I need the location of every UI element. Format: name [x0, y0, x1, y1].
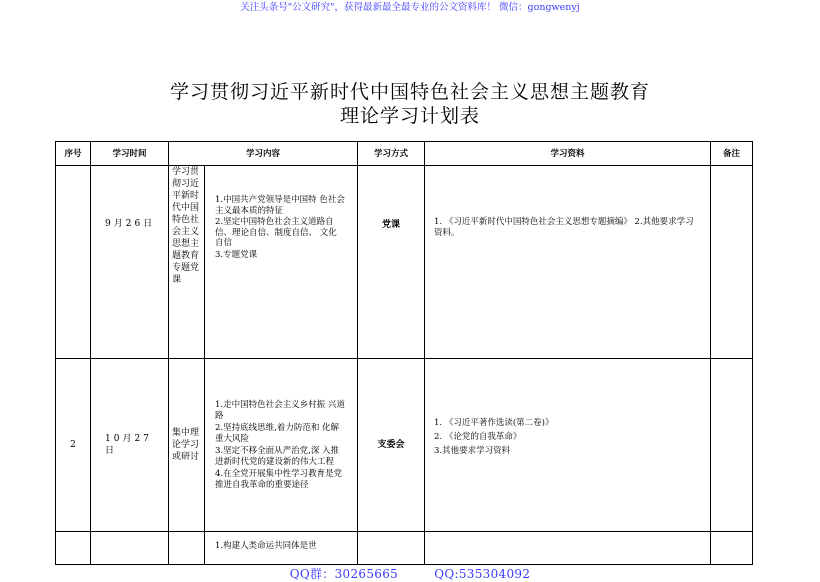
header-materials: 学习资料: [425, 142, 711, 166]
row-topic: [169, 532, 205, 565]
content-item: 1.构建人类命运共同体是世: [215, 541, 317, 551]
row-number: 2: [56, 359, 91, 532]
content-item: 3.专题党课: [215, 249, 258, 260]
content-item: 2.坚持底线思维,着力防范和 化解重大风险: [215, 423, 340, 444]
content-item: 3.坚定不移全面从严治党,深 入推进新时代党的建设新的伟大工程: [215, 446, 340, 467]
footer-contact: [0, 565, 820, 582]
table-header-row: [56, 142, 753, 166]
header-time: 学习时间: [91, 142, 169, 166]
row-note: [711, 532, 753, 565]
qq-group-text: QQ群：30265665: [289, 567, 399, 581]
row-topic: 集中理论学习或研讨: [169, 359, 205, 532]
content-item: 1.走中国特色社会主义乡村振 兴道路: [215, 400, 345, 421]
table-row: [56, 532, 753, 565]
material-item: 1. 《习近平著作选读(第二卷)》: [434, 418, 554, 428]
row-materials: [425, 359, 711, 532]
row-note: [711, 166, 753, 359]
table-row: [56, 166, 753, 359]
top-banner: 关注头条号"公文研究"，获得最新最全最专业的公文资料库！ 微信：gongwenyj: [240, 2, 580, 13]
row-content: [205, 532, 358, 565]
material-item: 1. 《习近平新时代中国特色社会主义思想专题摘编》 2.其他要求学习资料。: [434, 217, 694, 238]
row-number: [56, 532, 91, 565]
table-row: [56, 359, 753, 532]
row-date: [91, 532, 169, 565]
document-title: 学习贯彻习近平新时代中国特色社会主义思想主题教育: [169, 81, 650, 103]
row-method: [358, 532, 425, 565]
row-number: [56, 166, 91, 359]
document-subtitle: 理论学习计划表: [339, 105, 480, 127]
qq-number-text: QQ:535304092: [434, 567, 531, 581]
content-item: 4.在全党开展集中性学习教育是党推进自我革命的重要途径: [215, 469, 343, 490]
header-no: 序号: [56, 142, 91, 166]
content-item: 2.坚定中国特色社会主义道路自信、理论自信、制度自信、 文化自信: [215, 217, 337, 248]
material-item: 2. 《论党的自我革命》: [434, 432, 522, 442]
header-note: 备注: [711, 142, 753, 166]
header-content: 学习内容: [169, 142, 358, 166]
row-content: [205, 166, 358, 359]
header-method: 学习方式: [358, 142, 425, 166]
row-materials: [425, 532, 711, 565]
row-topic: 学习贯彻习近平新时代中国特色社会主义思想主题教育专题党课: [169, 166, 205, 359]
row-date: 10月27日: [91, 359, 169, 532]
row-materials: [425, 166, 711, 359]
row-method: 支委会: [358, 359, 425, 532]
row-note: [711, 359, 753, 532]
study-plan-table: [55, 141, 753, 565]
row-method: 党课: [358, 166, 425, 359]
row-content: [205, 359, 358, 532]
material-item: 3.其他要求学习资料: [434, 446, 511, 456]
row-date: 9月26日: [91, 166, 169, 359]
content-item: 1.中国共产党领导是中国特 色社会主义最本质的特征: [215, 195, 345, 216]
